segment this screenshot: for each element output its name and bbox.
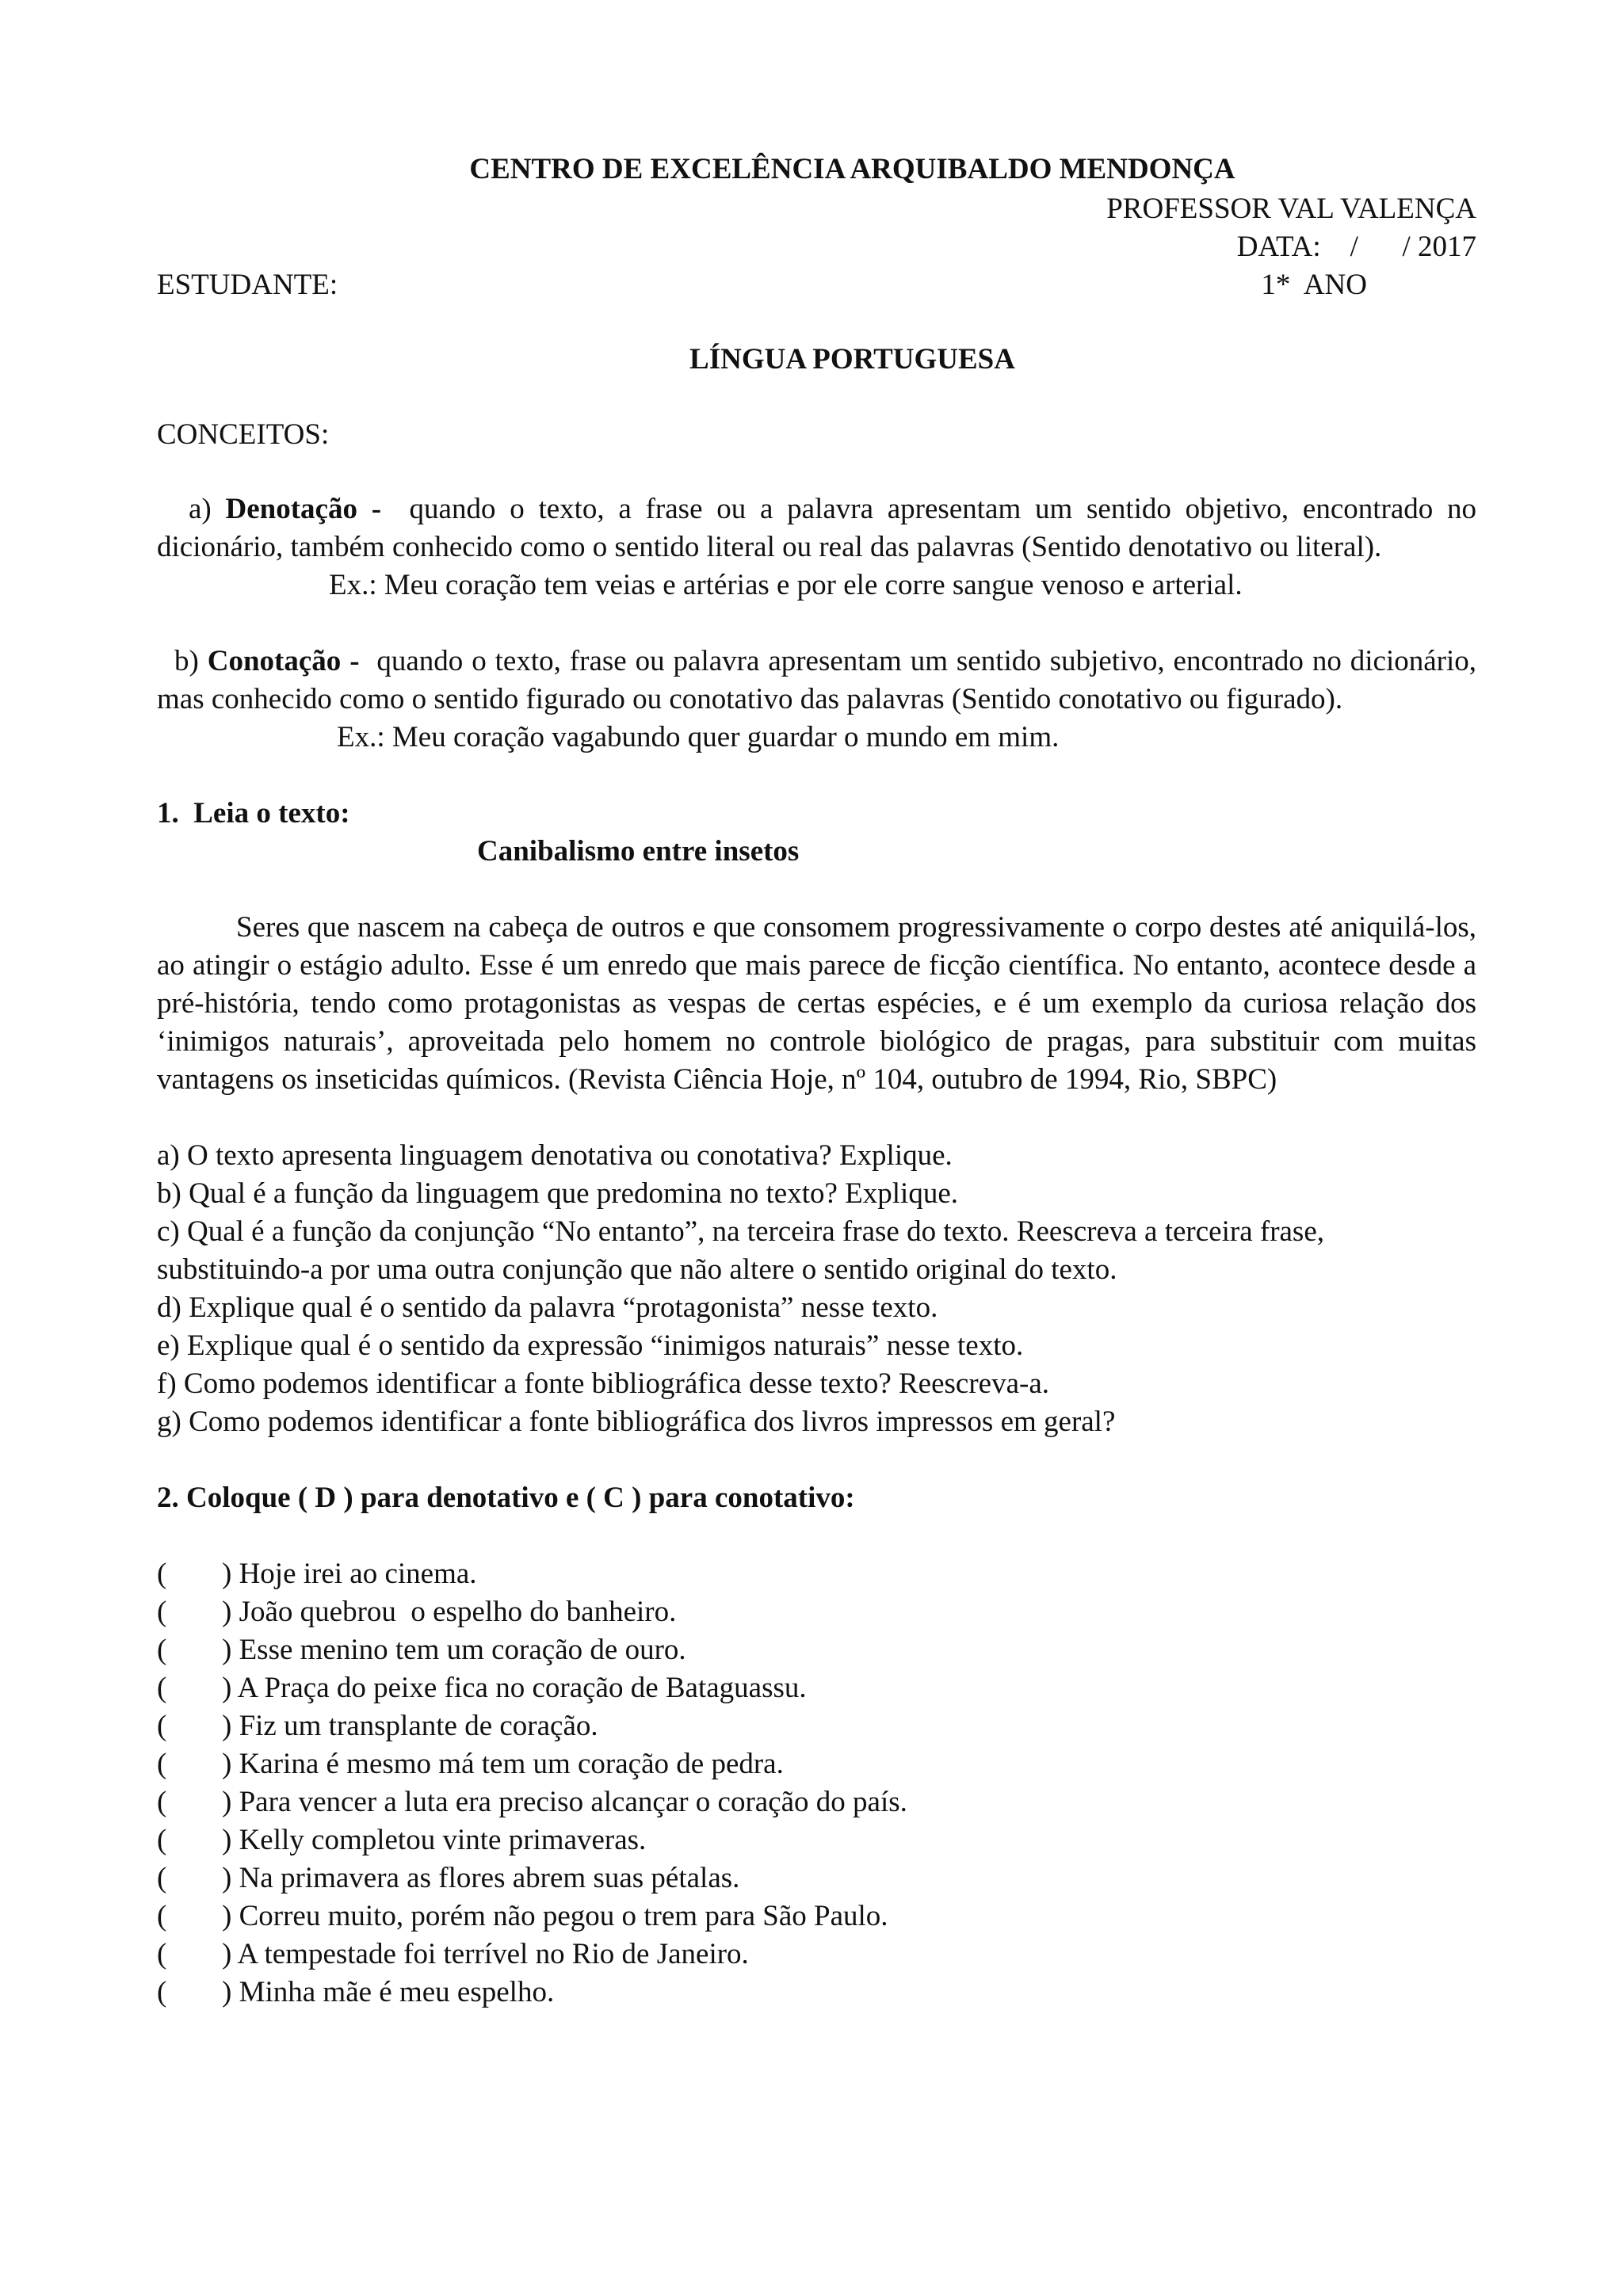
checklist-text: ) Correu muito, porém não pegou o trem para São Paulo. [222, 1900, 888, 1932]
checklist-text: ) Kelly completou vinte primaveras. [222, 1824, 647, 1856]
answer-blank[interactable]: ( [157, 1862, 167, 1894]
checklist-item [157, 1821, 1476, 1859]
question-1-items [157, 1137, 1476, 1441]
question-item: e) Explique qual é o sentido da expressão “inimigos naturais” nesse texto. [157, 1329, 1024, 1362]
concept-denotation [157, 490, 1484, 566]
concept-a-text: quando o texto, a frase ou a palavra apresentam um sentido objetivo, encontrado no dicionário, também conhecido como o sentido literal ou real das palavras (Sentido denotativo ou literal). [157, 493, 1484, 563]
concept-a-example: Ex.: Meu coração tem veias e artérias e por ele corre sangue venoso e arterial. [329, 569, 1243, 601]
answer-blank[interactable]: ( [157, 1900, 167, 1932]
concept-b-text: quando o texto, frase ou palavra apresentam um sentido subjetivo, encontrado no dicionário, mas conhecido como o sentido figurado ou conotativo das palavras (Sentido conotativo ou figurado). [157, 645, 1484, 715]
checklist-text: ) A tempestade foi terrível no Rio de Janeiro. [222, 1938, 749, 1970]
question-2-items [157, 1555, 1476, 2012]
checklist-item [157, 1745, 1476, 1783]
checklist-text: ) Esse menino tem um coração de ouro. [222, 1634, 686, 1666]
checklist-item [157, 1631, 1476, 1669]
checklist-item [157, 1783, 1476, 1821]
checklist-text: ) Fiz um transplante de coração. [222, 1710, 598, 1742]
checklist-item [157, 1555, 1476, 1593]
answer-blank[interactable]: ( [157, 1786, 167, 1818]
checklist-item [157, 1593, 1476, 1631]
checklist-item [157, 1897, 1476, 1936]
subject-title: LÍNGUA PORTUGUESA [689, 343, 1015, 376]
student-label: ESTUDANTE: [157, 269, 338, 301]
answer-blank[interactable]: ( [157, 1710, 167, 1742]
date-field: DATA: / / 2017 [1236, 231, 1476, 263]
concept-a-term: Denotação - [225, 493, 382, 525]
answer-blank[interactable]: ( [157, 1748, 167, 1780]
question-item: a) O texto apresenta linguagem denotativa ou conotativa? Explique. [157, 1139, 953, 1172]
answer-blank[interactable]: ( [157, 1824, 167, 1856]
checklist-text: ) Na primavera as flores abrem suas pétalas. [222, 1862, 740, 1894]
answer-blank[interactable]: ( [157, 1938, 167, 1970]
answer-blank[interactable]: ( [157, 1976, 167, 2008]
text-title: Canibalismo entre insetos [477, 835, 800, 868]
concept-b-example: Ex.: Meu coração vagabundo quer guardar o mundo em mim. [337, 721, 1060, 753]
concept-a-prefix: a) [189, 493, 226, 525]
checklist-item [157, 1936, 1476, 1974]
question-1-label: 1. Leia o texto: [157, 797, 350, 830]
answer-blank[interactable]: ( [157, 1634, 167, 1666]
checklist-text: ) Minha mãe é meu espelho. [222, 1976, 555, 2008]
text-body: Seres que nascem na cabeça de outros e que consomem progressivamente o corpo destes até aniquilá-los, ao atingir o estágio adulto. Esse é um enredo que mais parece de ficção científica. No entanto, acontece desde a pré-história, tendo como protagonistas as vespas de certas espécies, e é um exemplo da curiosa relação dos ‘inimigos naturais’, aproveitada pelo homem no controle biológico de pragas, para substituir com muitas vantagens os inseticidas químicos. (Revista Ciência Hoje, nº 104, outubro de 1994, Rio, SBPC) [157, 911, 1476, 1096]
concepts-label: CONCEITOS: [157, 418, 330, 451]
student-row [157, 266, 1476, 304]
question-item: b) Qual é a função da linguagem que predomina no texto? Explique. [157, 1177, 958, 1210]
checklist-text: ) Karina é mesmo má tem um coração de pedra. [222, 1748, 784, 1780]
question-item: d) Explique qual é o sentido da palavra “protagonista” nesse texto. [157, 1291, 938, 1324]
question-item: f) Como podemos identificar a fonte bibliográfica desse texto? Reescreva-a. [157, 1367, 1050, 1400]
checklist-item [157, 1669, 1476, 1707]
answer-blank[interactable]: ( [157, 1558, 167, 1590]
answer-blank[interactable]: ( [157, 1596, 167, 1628]
question-item: c) Qual é a função da conjunção “No entanto”, na terceira frase do texto. Reescreva a terceira frase, substituindo-a por uma outra conjunção que não altere o sentido original do texto. [157, 1215, 1325, 1286]
checklist-item [157, 1707, 1476, 1745]
checklist-text: ) João quebrou o espelho do banheiro. [222, 1596, 677, 1628]
question-item: g) Como podemos identificar a fonte bibliográfica dos livros impressos em geral? [157, 1405, 1116, 1438]
worksheet-page [157, 151, 1484, 2012]
question-2-label: 2. Coloque ( D ) para denotativo e ( C ) para conotativo: [157, 1482, 855, 1514]
school-name: CENTRO DE EXCELÊNCIA ARQUIBALDO MENDONÇA [469, 153, 1235, 185]
checklist-text: ) A Praça do peixe fica no coração de Bataguassu. [222, 1672, 807, 1704]
checklist-item [157, 1974, 1476, 2012]
checklist-item [157, 1859, 1476, 1897]
checklist-text: ) Para vencer a luta era preciso alcançar o coração do país. [222, 1786, 907, 1818]
concept-b-term: Conotação - [207, 645, 360, 677]
checklist-text: ) Hoje irei ao cinema. [222, 1558, 477, 1590]
concept-connotation [157, 643, 1484, 719]
answer-blank[interactable]: ( [157, 1672, 167, 1704]
concept-b-prefix: b) [174, 645, 208, 677]
teacher-name: PROFESSOR VAL VALENÇA [1106, 193, 1476, 225]
grade-label: 1* ANO [1261, 269, 1367, 301]
